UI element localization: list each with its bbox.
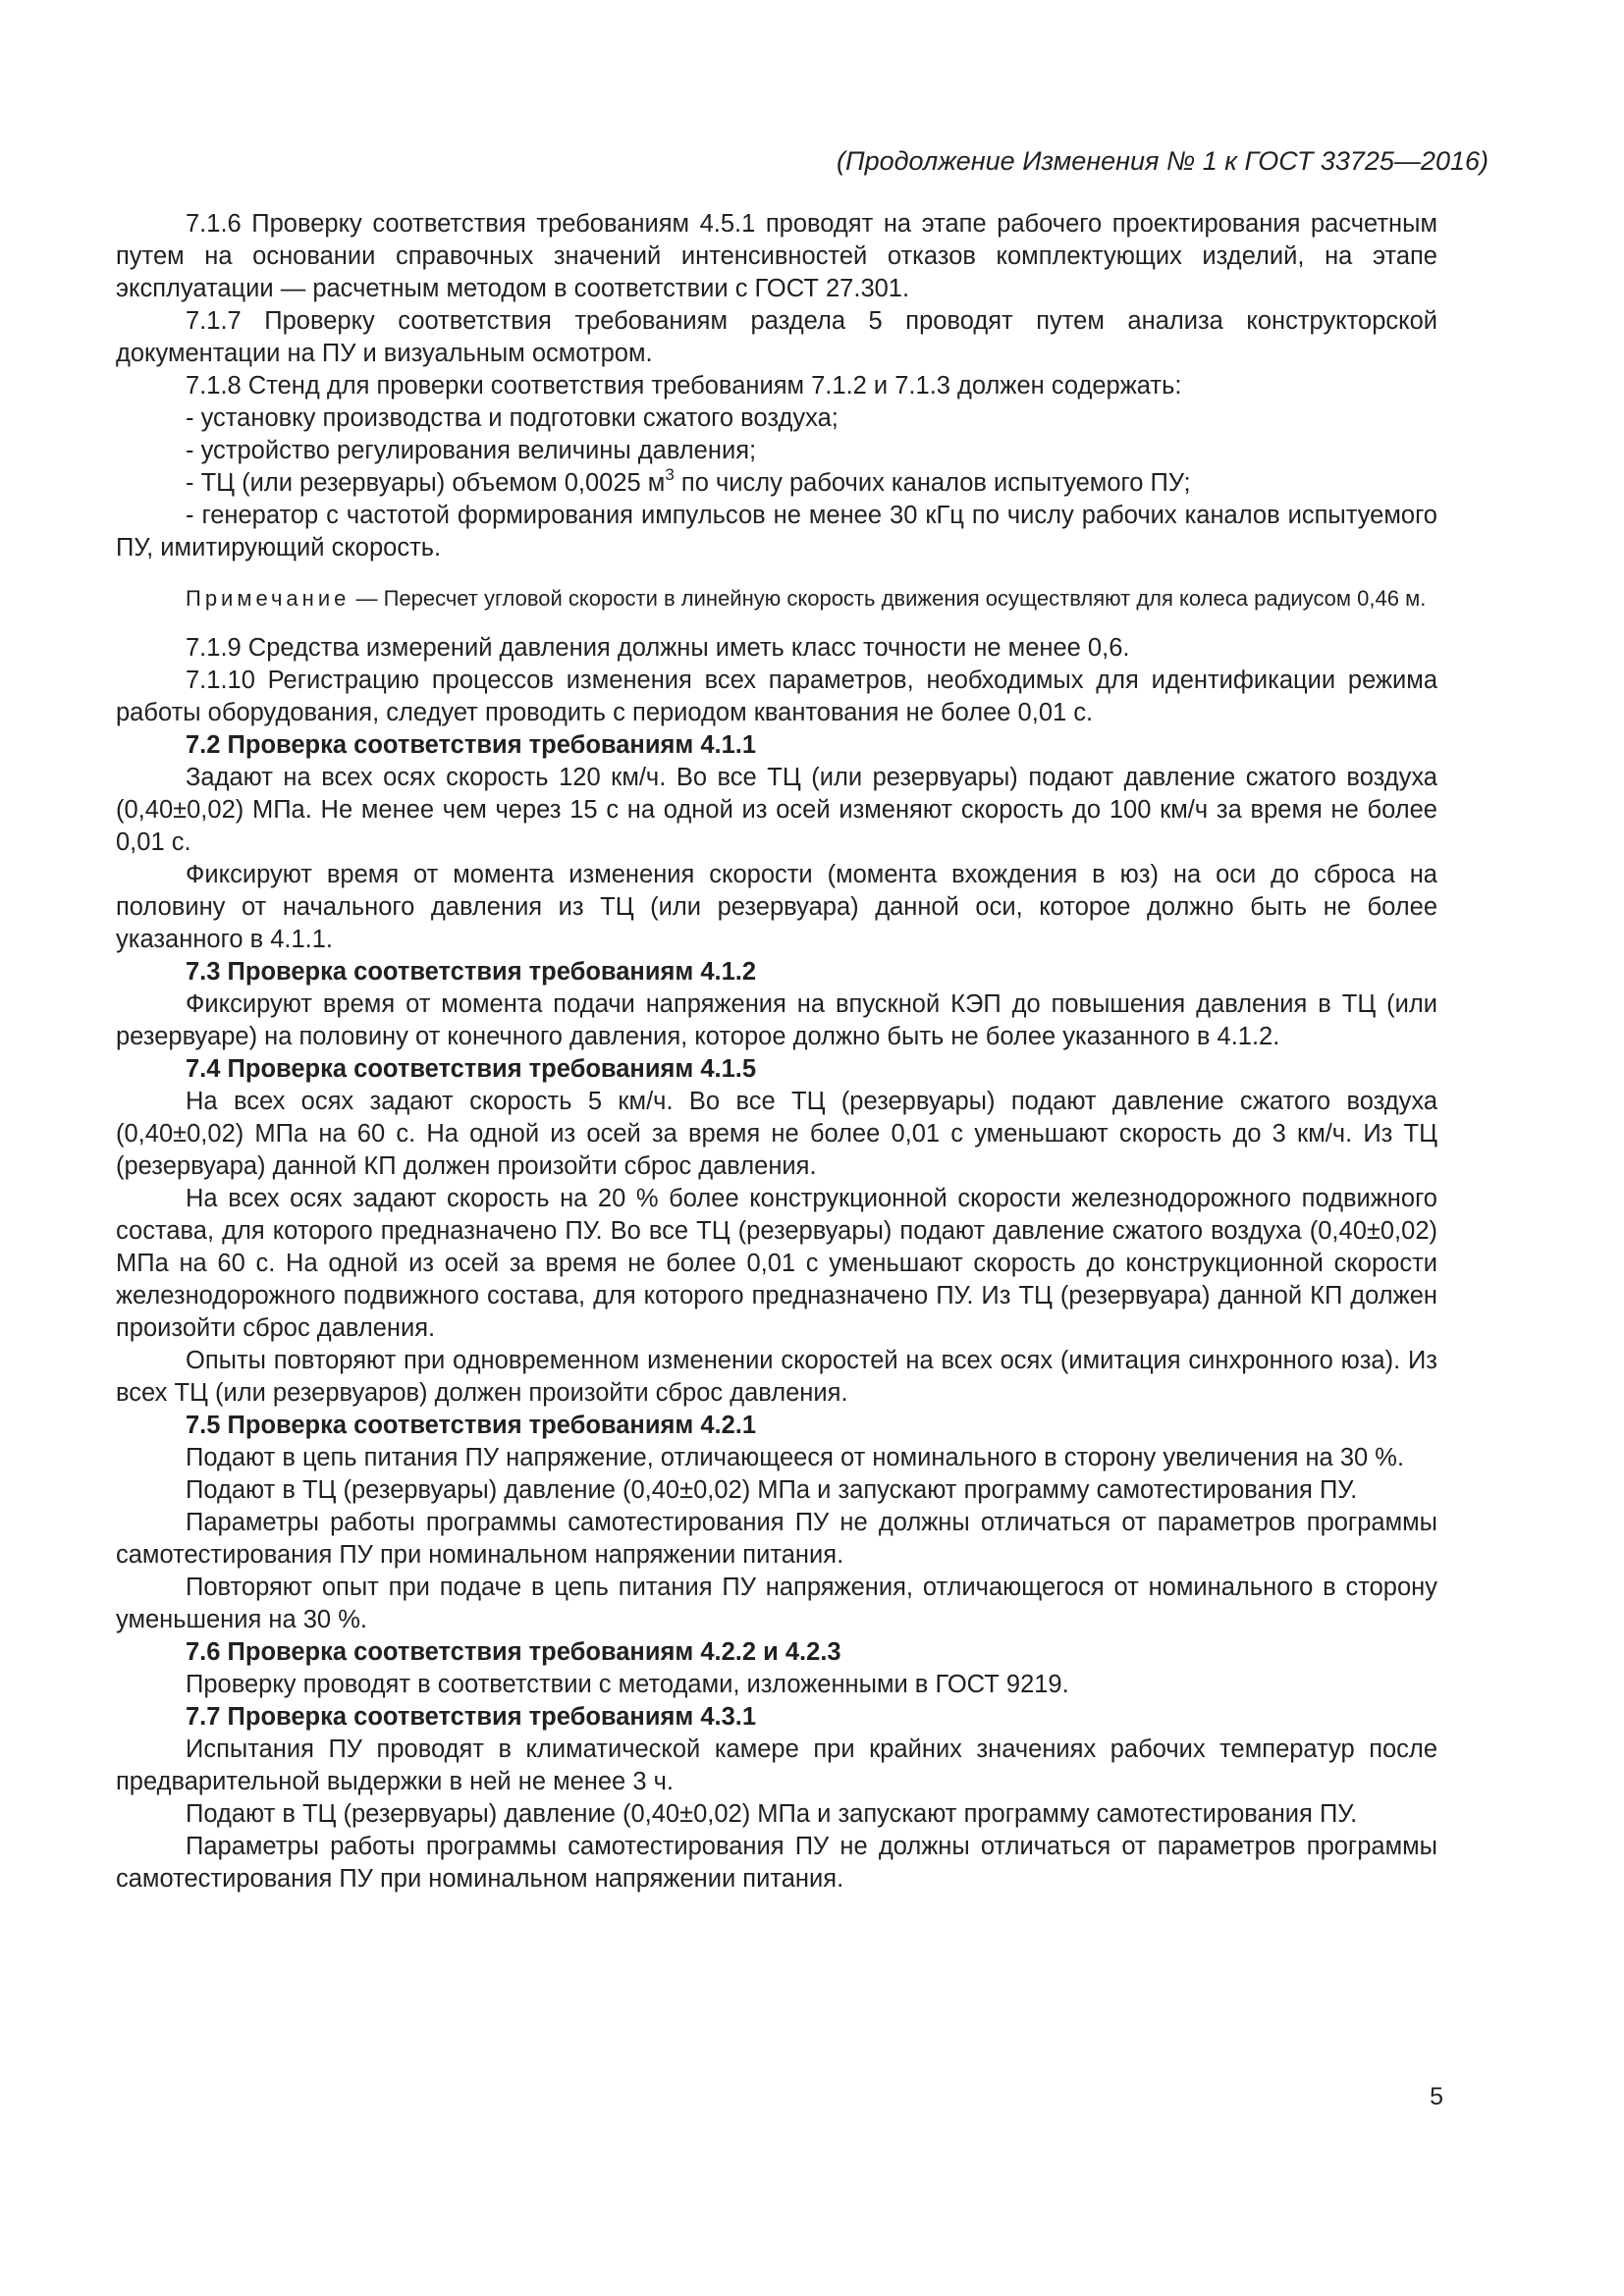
paragraph: Испытания ПУ проводят в климатической камере при крайних значениях рабочих температур после предварительной выдержки в ней не менее 3 ч. (116, 1735, 1437, 1795)
note-label: Примечание (186, 586, 351, 611)
paragraph-7-1-10: 7.1.10 Регистрацию процессов изменения всех параметров, необходимых для идентификации режима работы оборудования, следует проводить с периодом квантования не более 0,01 с. (116, 667, 1437, 726)
paragraph-7-1-6: 7.1.6 Проверку соответствия требованиям 4.5.1 проводят на этапе рабочего проектирования расчетным путем на основании справочных значений интенсивностей отказов комплектующих изделий, на этапе эксплуатации — расчетным методом в соответствии с ГОСТ 27.301. (116, 210, 1437, 302)
paragraph: Подают в ТЦ (резервуары) давление (0,40±0,02) МПа и запускают программу самотестирования ПУ. (186, 1800, 1358, 1828)
paragraph: Подают в ТЦ (резервуары) давление (0,40±0,02) МПа и запускают программу самотестирования ПУ. (186, 1476, 1358, 1504)
section-heading-7-6: 7.6 Проверка соответствия требованиям 4.2.2 и 4.2.3 (186, 1638, 841, 1666)
list-item-text: - ТЦ (или резервуары) объемом 0,0025 м (186, 469, 666, 497)
section-heading-7-5: 7.5 Проверка соответствия требованиям 4.2.1 (186, 1412, 757, 1439)
paragraph: Параметры работы программы самотестирования ПУ не должны отличаться от параметров программы самотестирования ПУ при номинальном напряжении питания. (116, 1833, 1437, 1893)
list-item: - генератор с частотой формирования импульсов не менее 30 кГц по числу рабочих каналов испытуемого ПУ, имитирующий скорость. (116, 502, 1437, 561)
paragraph: Повторяют опыт при подаче в цепь питания ПУ напряжения, отличающегося от номинального в сторону уменьшения на 30 %. (116, 1574, 1437, 1633)
page-number: 5 (1430, 2083, 1443, 2110)
paragraph-7-1-8: 7.1.8 Стенд для проверки соответствия требованиям 7.1.2 и 7.1.3 должен содержать: (186, 372, 1182, 400)
paragraph: На всех осях задают скорость на 20 % более конструкционной скорости железнодорожного подвижного состава, для которого предназначено ПУ. Во все ТЦ (резервуары) подают давление сжатого воздуха (0,40±0,02) МПа на 60 с. На одной из осей за время не более 0,01 с уменьшают скорость до конструкционной скорости железнодорожного подвижного состава, для которого предназначено ПУ. Из ТЦ (резервуара) данной КП должен произойти сброс давления. (116, 1185, 1437, 1342)
section-heading-7-7: 7.7 Проверка соответствия требованиям 4.3.1 (186, 1703, 757, 1731)
list-item: - устройство регулирования величины давления; (186, 437, 757, 464)
list-item: - установку производства и подготовки сжатого воздуха; (186, 404, 839, 432)
paragraph: Проверку проводят в соответствии с методами, изложенными в ГОСТ 9219. (186, 1671, 1069, 1698)
section-heading-7-3: 7.3 Проверка соответствия требованиям 4.1.2 (186, 958, 757, 986)
paragraph: Задают на всех осях скорость 120 км/ч. Во все ТЦ (или резервуары) подают давление сжатого воздуха (0,40±0,02) МПа. Не менее чем через 15 с на одной из осей изменяют скорость до 100 км/ч за время не более 0,01 с. (116, 764, 1437, 856)
paragraph: На всех осях задают скорость 5 км/ч. Во все ТЦ (резервуары) подают давление сжатого воздуха (0,40±0,02) МПа на 60 с. На одной из осей за время не более 0,01 с уменьшают скорость до 3 км/ч. Из ТЦ (резервуара) данной КП должен произойти сброс давления. (116, 1088, 1437, 1180)
paragraph: Фиксируют время от момента подачи напряжения на впускной КЭП до повышения давления в ТЦ (или резервуаре) на половину от конечного давления, которое должно быть не более указанного в 4.1.2. (116, 990, 1437, 1050)
paragraph: Подают в цепь питания ПУ напряжение, отличающееся от номинального в сторону увеличения на 30 %. (186, 1444, 1405, 1471)
document-body (116, 208, 1437, 1896)
note-text: — Пересчет угловой скорости в линейную скорость движения осуществляют для колеса радиусом 0,46 м. (350, 586, 1427, 611)
paragraph-7-1-9: 7.1.9 Средства измерений давления должны иметь класс точности не менее 0,6. (186, 634, 1130, 662)
paragraph: Параметры работы программы самотестирования ПУ не должны отличаться от параметров программы самотестирования ПУ при номинальном напряжении питания. (116, 1509, 1437, 1569)
paragraph: Фиксируют время от момента изменения скорости (момента вхождения в юз) на оси до сброса на половину от начального давления из ТЦ (или резервуара) данной оси, которое должно быть не более указанного в 4.1.1. (116, 861, 1437, 953)
section-heading-7-4: 7.4 Проверка соответствия требованиям 4.1.5 (186, 1055, 757, 1083)
list-item (116, 467, 1437, 500)
superscript: 3 (665, 465, 675, 484)
page-header: (Продолжение Изменения № 1 к ГОСТ 33725—2016) (837, 146, 1489, 176)
note (116, 583, 1437, 614)
paragraph-7-1-7: 7.1.7 Проверку соответствия требованиям раздела 5 проводят путем анализа конструкторской документации на ПУ и визуальным осмотром. (116, 307, 1437, 367)
list-item-text: по числу рабочих каналов испытуемого ПУ; (674, 469, 1191, 497)
paragraph: Опыты повторяют при одновременном изменении скоростей на всех осях (имитация синхронного юза). Из всех ТЦ (или резервуаров) должен произойти сброс давления. (116, 1347, 1437, 1407)
section-heading-7-2: 7.2 Проверка соответствия требованиям 4.1.1 (186, 731, 757, 759)
